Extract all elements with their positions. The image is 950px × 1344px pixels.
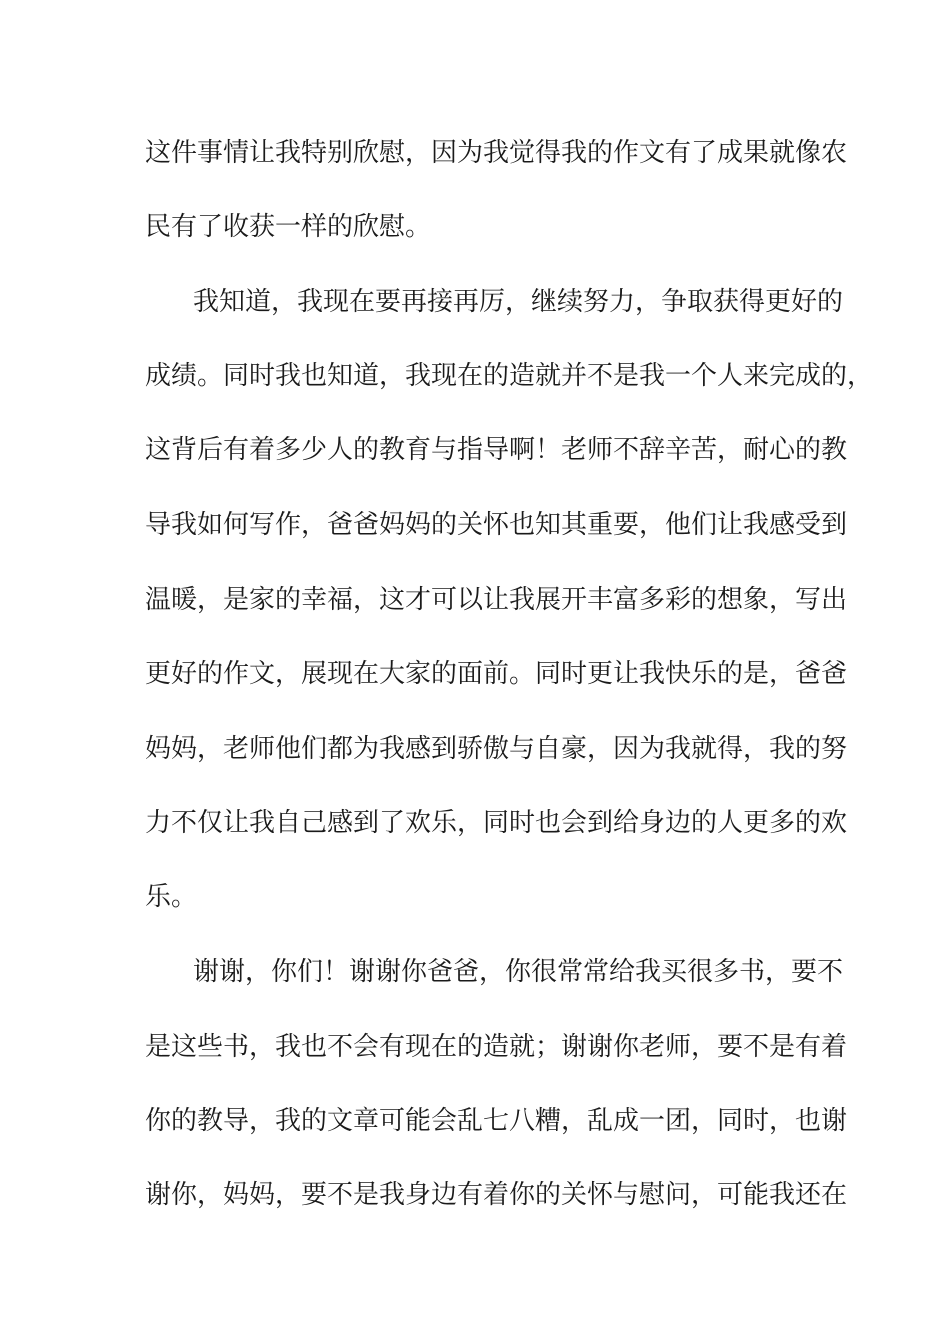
text-line: 乐。 xyxy=(145,882,198,912)
text-line: 导我如何写作，爸爸妈妈的关怀也知其重要，他们让我感受到 xyxy=(145,510,848,540)
text-line: 我知道，我现在要再接再厉，继续努力，争取获得更好的 xyxy=(193,287,844,317)
text-line: 谢你，妈妈，要不是我身边有着你的关怀与慰问，可能我还在 xyxy=(145,1180,848,1210)
text-line: 妈妈，老师他们都为我感到骄傲与自豪，因为我就得，我的努 xyxy=(145,734,848,764)
text-line: 温暖，是家的幸福，这才可以让我展开丰富多彩的想象，写出 xyxy=(145,585,848,615)
text-line: 这件事情让我特别欣慰，因为我觉得我的作文有了成果就像农 xyxy=(145,138,848,168)
text-line: 这背后有着多少人的教育与指导啊！老师不辞辛苦，耐心的教 xyxy=(145,435,848,465)
text-line: 谢谢，你们！谢谢你爸爸，你很常常给我买很多书，要不 xyxy=(193,957,844,987)
text-line: 民有了收获一样的欣慰。 xyxy=(145,212,432,242)
text-line: 成绩。同时我也知道，我现在的造就并不是我一个人来完成的， xyxy=(145,361,874,391)
text-line: 更好的作文，展现在大家的面前。同时更让我快乐的是，爸爸 xyxy=(145,659,848,689)
text-line: 你的教导，我的文章可能会乱七八糟，乱成一团，同时，也谢 xyxy=(145,1106,848,1136)
text-line: 是这些书，我也不会有现在的造就；谢谢你老师，要不是有着 xyxy=(145,1032,848,1062)
text-line: 力不仅让我自己感到了欢乐，同时也会到给身边的人更多的欢 xyxy=(145,808,848,838)
